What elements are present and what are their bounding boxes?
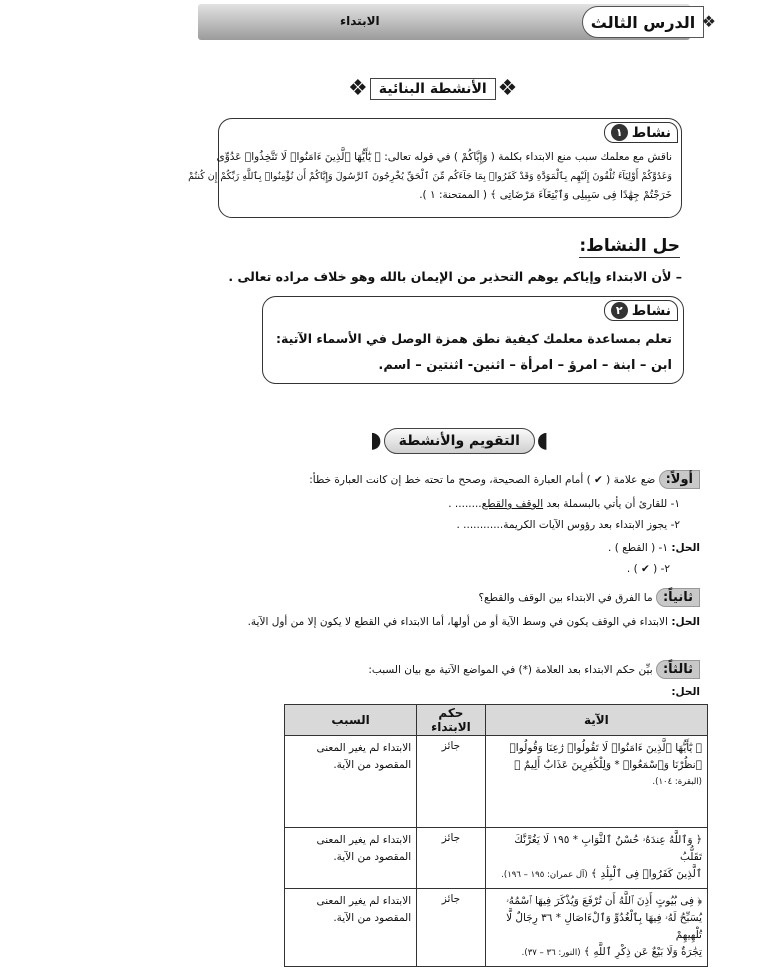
activity1-verse-line3: خَرَجْتُمْ جِهَٰدًا فِى سَبِيلِى وَٱبْتِغَآءَ مَرْضَاتِى ﴾ ( الممتحنة: ١ ). xyxy=(419,189,672,201)
activity1-intro: ناقش مع معلمك سبب منع الابتداء بكلمة ( وَإِيَّاكُمْ ) في قوله تعالى: xyxy=(384,151,672,163)
activity1-verse-line2: وَعَدُوَّكُمْ أَوْلِيَآءَ تُلْقُونَ إِلَيْهِم بِٱلْمَوَدَّةِ وَقَدْ كَفَرُوا۟ بِمَا جَآءَكُم مِّنَ ٱلْحَقِّ يُخْرِجُونَ ٱلرَّسُولَ وَإِيَّاكُمْ أَن تُؤْمِنُوا۟ بِٱللَّهِ رَبِّكُمْ إِن كُنتُمْ xyxy=(188,171,672,182)
table-row xyxy=(285,889,708,967)
q1-item1-text: ١- للقارئ أن يأتي بالبسملة بعد xyxy=(543,498,680,510)
q1-answer1: ١- ( القطع ) . xyxy=(608,542,668,554)
header-topic: الابتداء xyxy=(340,14,380,28)
q2-badge: ثانياً: xyxy=(656,588,700,607)
section-activities-label: الأنشطة البنائية xyxy=(370,78,496,100)
q1-answer-label: الحل: xyxy=(671,542,700,554)
reason-cell: الابتداء لم يغير المعنى المقصود من الآية. xyxy=(285,828,417,889)
q2-answer-label: الحل: xyxy=(671,616,700,628)
section-evaluation-label: التقويم والأنشطة xyxy=(384,428,535,454)
verse-ref: (النور: ٣٦ – ٣٧). xyxy=(521,948,581,958)
verse-text: ٱنظُرْنَا وَٱسْمَعُوا۟ * وَلِلْكَٰفِرِينَ عَذَابٌ أَلِيمٌ ﴾ xyxy=(514,759,702,771)
solution-title: حل النشاط: xyxy=(579,236,680,256)
ruling-cell: جائز xyxy=(417,828,486,889)
q3-prompt: بيِّن حكم الابتداء بعد العلامة (*) في المواضع الآتية مع بيان السبب: xyxy=(368,664,653,676)
activity2-words: ابن – ابنة – امرؤ – امرأة – اثنين- اثنتين – اسم. xyxy=(378,358,672,373)
verse-cell xyxy=(485,736,707,828)
verse-text: يُسَبِّحُ لَهُۥ فِيهَا بِٱلْغُدُوِّ وَٱلْءَاصَالِ * ٣٦ رِجَالٌ لَّا تُلْهِيهِمْ xyxy=(506,912,702,941)
ornament-icon: ◖ xyxy=(536,428,549,453)
q1-answer2: ٢- ( ✔ ) . xyxy=(626,563,670,575)
ornament-icon: ❖ xyxy=(348,76,368,101)
table-row xyxy=(285,736,708,828)
q1-line xyxy=(309,470,700,489)
q1-item1-underlined: الوقف والقطع xyxy=(481,498,544,510)
table-row xyxy=(285,828,708,889)
q1-prompt: ضع علامة ( ✔ ) أمام العبارة الصحيحة، وصحح ما تحته خط إن كانت العبارة خطأ: xyxy=(309,474,656,486)
activity1-text xyxy=(188,148,672,205)
verse-text: ﴿ يَٰٓأَيُّهَا ٱلَّذِينَ ءَامَنُوا۟ لَا تَقُولُوا۟ رَٰعِنَا وَقُولُوا۟ xyxy=(509,742,702,754)
q3-badge: ثالثاً: xyxy=(656,660,700,679)
verse-cell xyxy=(485,889,707,967)
q1-badge: أولاً: xyxy=(659,470,700,489)
activity1-tab xyxy=(604,122,678,143)
q3-answer-label: الحل: xyxy=(671,686,700,698)
section-activities-title xyxy=(348,78,517,100)
activity2-tab xyxy=(604,300,678,321)
header-verse: الآية xyxy=(485,705,707,736)
verse-ref: (البقرة: ١٠٤). xyxy=(652,777,702,787)
lesson-title: الدرس الثالث xyxy=(582,6,704,38)
activity2-number: ٢ xyxy=(611,302,628,319)
answer-table xyxy=(284,704,708,967)
table-header-row xyxy=(285,705,708,736)
verse-text: ﴿ وَٱللَّهُ عِندَهُۥ حُسْنُ ٱلثَّوَابِ * ١٩٥ لَا يَغُرَّنَّكَ تَقَلُّبُ xyxy=(514,834,702,863)
verse-ref: (آل عمران: ١٩٥ – ١٩٦). xyxy=(501,870,588,880)
ornament-icon: ❖ xyxy=(497,76,518,101)
header-ruling: حكم الابتداء xyxy=(417,705,486,736)
verse-text: ٱلَّذِينَ كَفَرُوا۟ فِى ٱلْبِلَٰدِ ﴾ xyxy=(591,868,702,880)
reason-cell: الابتداء لم يغير المعنى المقصود من الآية. xyxy=(285,889,417,967)
activity1-label: نشاط xyxy=(631,124,671,141)
ruling-cell: جائز xyxy=(417,736,486,828)
q1-item1-dots: ........ . xyxy=(448,498,482,510)
q1-item2: ٢- يجوز الابتداء بعد رؤوس الآيات الكريمة............ . xyxy=(456,519,680,531)
q2-line xyxy=(478,588,700,607)
verse-cell xyxy=(485,828,707,889)
verse-text: ﴿ فِى بُيُوتٍ أَذِنَ ٱللَّهُ أَن تُرْفَعَ وَيُذْكَرَ فِيهَا ٱسْمُهُۥ xyxy=(506,895,702,907)
activity2-label: نشاط xyxy=(631,302,671,319)
activity2-instruction: تعلم بمساعدة معلمك كيفية نطق همزة الوصل في الأسماء الآتية: xyxy=(276,331,672,346)
reason-cell: الابتداء لم يغير المعنى المقصود من الآية. xyxy=(285,736,417,828)
ruling-cell: جائز xyxy=(417,889,486,967)
section-evaluation-title xyxy=(370,428,548,454)
solution-text: – لأن الابتداء وإياكم يوهم التحذير من الإيمان بالله وهو خلاف مراده تعالى . xyxy=(228,269,682,284)
verse-text: تِجَٰرَةٌ وَلَا بَيْعٌ عَن ذِكْرِ ٱللَّهِ ﴾ xyxy=(583,946,702,958)
q1-answer-row xyxy=(608,542,700,554)
q2-answer-row xyxy=(248,616,700,628)
ornament-icon: ❖ xyxy=(701,12,716,31)
activity1-verse-line1: ﴿ يَٰٓأَيُّهَا ٱلَّذِينَ ءَامَنُوا۟ لَا تَتَّخِذُوا۟ عَدُوِّى xyxy=(216,151,381,163)
ornament-icon: ◗ xyxy=(370,428,382,453)
activity1-number: ١ xyxy=(611,124,628,141)
q2-prompt: ما الفرق في الابتداء بين الوقف والقطع؟ xyxy=(478,592,653,604)
q2-answer: الابتداء في الوقف يكون في وسط الآية أو من أولها، أما الابتداء في القطع لا يكون إلا من أول الآية. xyxy=(247,616,668,628)
q3-line xyxy=(368,660,700,679)
header-reason: السبب xyxy=(285,705,417,736)
q1-item1 xyxy=(448,498,680,510)
